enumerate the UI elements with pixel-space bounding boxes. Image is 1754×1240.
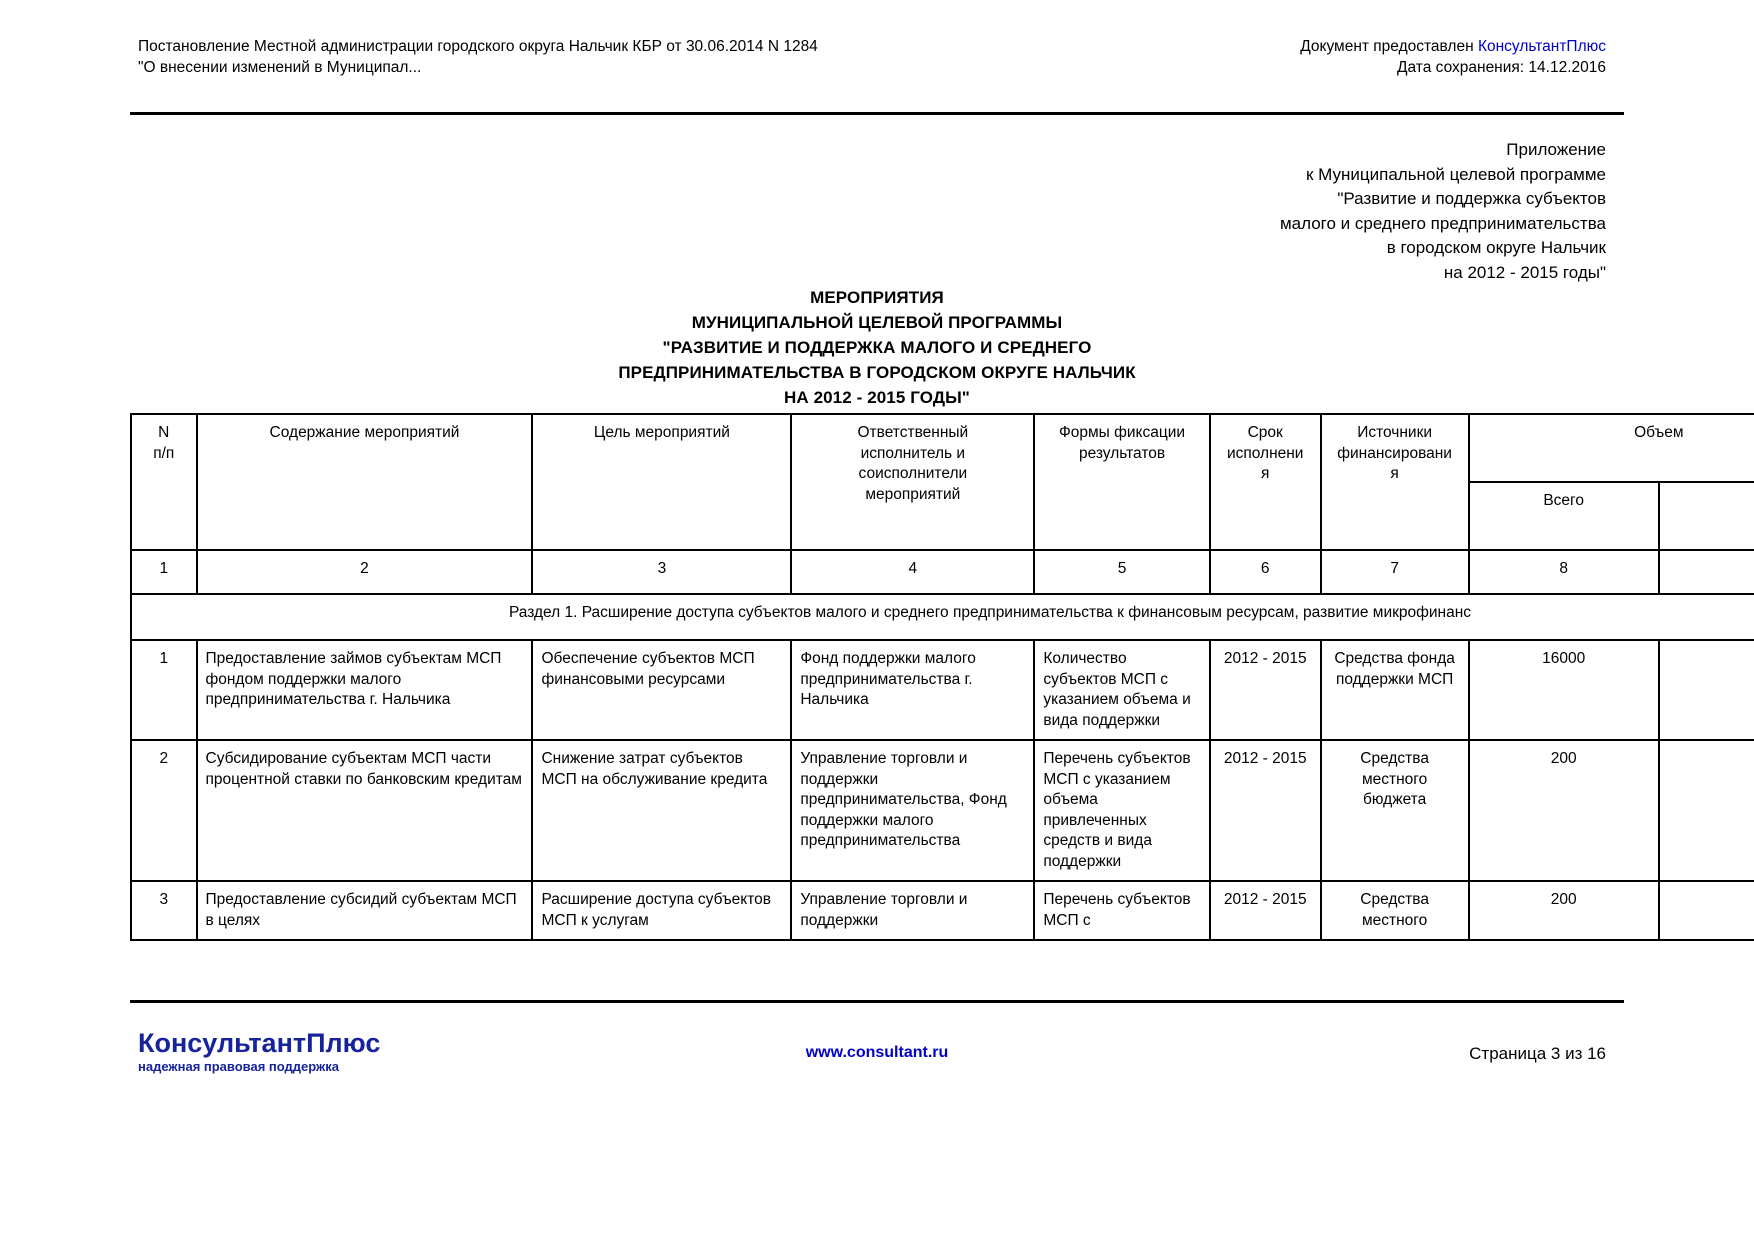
consultant-url-link[interactable]: www.consultant.ru (805, 1044, 949, 1061)
col-header-number-l1: N (158, 424, 170, 441)
table-row[interactable] (131, 881, 1754, 940)
col-header-number (131, 414, 197, 550)
logo-tagline: надежная правовая поддержка (138, 1059, 339, 1074)
appendix-line-4: в городском округе Нальчик (1386, 238, 1606, 257)
colnum-5: 5 (1034, 550, 1209, 594)
row-content: Предоставление субсидий субъектам МСП в целях (197, 881, 533, 940)
col-header-responsible-l2: исполнитель и (860, 444, 966, 462)
row-forms: Количество субъектов МСП с указанием объема и вида поддержки (1034, 640, 1209, 740)
colnum-4: 4 (791, 550, 1034, 594)
row-goal: Расширение доступа субъектов МСП к услугам (532, 881, 791, 940)
title-line-0: МЕРОПРИЯТИЯ (810, 288, 944, 307)
row-responsible: Фонд поддержки малого предпринимательства г. Нальчика (791, 640, 1034, 740)
col-header-forms-l2: результатов (1078, 444, 1166, 462)
row-forms: Перечень субъектов МСП с (1034, 881, 1209, 940)
row-source: Средства фонда поддержки МСП (1321, 640, 1469, 740)
col-header-source-l1: Источники (1357, 424, 1433, 441)
table-section-row (131, 594, 1754, 640)
table-header-row (131, 414, 1754, 482)
measures-table (130, 413, 1754, 941)
row-forms: Перечень субъектов МСП с указанием объема привлеченных средств и вида поддержки (1034, 740, 1209, 881)
table-column-number-row (131, 550, 1754, 594)
col-header-source-l2: финансировани (1337, 444, 1452, 462)
row-total: 200 (1469, 881, 1659, 940)
col-header-number-l2: п/п (153, 444, 175, 462)
page-footer (0, 1020, 1754, 1100)
table-head (131, 414, 1754, 594)
page-title (0, 285, 1754, 410)
colnum-7: 7 (1321, 550, 1469, 594)
document-reference-line2: "О внесении изменений в Муниципал... (138, 59, 422, 76)
col-header-term-l1: Срок (1247, 424, 1283, 441)
save-date: Дата сохранения: 14.12.2016 (1397, 59, 1606, 76)
row-extra (1659, 640, 1754, 740)
provider-line (906, 36, 1606, 57)
col-header-content: Содержание мероприятий (197, 414, 533, 550)
document-reference (138, 36, 998, 78)
page-number: Страница 3 из 16 (1469, 1044, 1606, 1063)
table-body (131, 594, 1754, 940)
row-content: Предоставление займов субъектам МСП фондом поддержки малого предпринимательства г. Нальчика (197, 640, 533, 740)
colnum-6: 6 (1210, 550, 1321, 594)
row-number: 3 (131, 881, 197, 940)
title-line-3: ПРЕДПРИНИМАТЕЛЬСТВА В ГОРОДСКОМ ОКРУГЕ НАЛЬЧИК (618, 363, 1136, 382)
appendix-line-5: на 2012 - 2015 годы" (1443, 262, 1606, 282)
col-header-volume-extra (1659, 482, 1754, 550)
row-responsible: Управление торговли и поддержки предпринимательства, Фонд поддержки малого предпринимательства (791, 740, 1034, 881)
col-header-responsible-l3: соисполнители (858, 465, 968, 482)
col-header-volume: Объем (1469, 414, 1754, 482)
logo-text: КонсультантПлюс (138, 1028, 381, 1058)
col-header-source-l3: я (1390, 465, 1399, 482)
row-goal: Снижение затрат субъектов МСП на обслуживание кредита (532, 740, 791, 881)
row-total: 200 (1469, 740, 1659, 881)
col-header-responsible-l4: мероприятий (865, 485, 961, 503)
appendix-line-0: Приложение (1506, 140, 1606, 159)
col-header-forms-l1: Формы фиксации (1059, 424, 1186, 441)
title-line-4: НА 2012 - 2015 ГОДЫ" (784, 388, 970, 407)
row-term: 2012 - 2015 (1210, 640, 1321, 740)
colnum-1: 1 (131, 550, 197, 594)
colnum-8: 8 (1469, 550, 1659, 594)
col-header-total: Всего (1469, 482, 1659, 550)
footer-divider (130, 1000, 1624, 1003)
header-divider (130, 112, 1624, 115)
appendix-block (846, 138, 1606, 285)
row-source: Средства местного бюджета (1321, 740, 1469, 881)
row-content: Субсидирование субъектам МСП части процентной ставки по банковским кредитам (197, 740, 533, 881)
title-line-1: МУНИЦИПАЛЬНОЙ ЦЕЛЕВОЙ ПРОГРАММЫ (691, 313, 1063, 332)
appendix-line-2: "Развитие и поддержка субъектов (1337, 189, 1606, 208)
page-header (0, 36, 1754, 92)
title-line-2: "РАЗВИТИЕ И ПОДДЕРЖКА МАЛОГО И СРЕДНЕГО (662, 338, 1092, 357)
appendix-line-3: малого и среднего предпринимательства (1279, 213, 1606, 233)
row-term: 2012 - 2015 (1210, 740, 1321, 881)
row-goal: Обеспечение субъектов МСП финансовыми ресурсами (532, 640, 791, 740)
row-number: 1 (131, 640, 197, 740)
colnum-9 (1659, 550, 1754, 594)
table-row[interactable] (131, 740, 1754, 881)
col-header-term-l3: я (1261, 465, 1270, 482)
row-extra (1659, 740, 1754, 881)
colnum-3: 3 (532, 550, 791, 594)
col-header-goal: Цель мероприятий (532, 414, 791, 550)
row-total: 16000 (1469, 640, 1659, 740)
consultant-plus-link[interactable]: КонсультантПлюс (1477, 38, 1606, 55)
col-header-source (1321, 414, 1469, 550)
document-reference-line1: Постановление Местной администрации городского округа Нальчик КБР от 30.06.2014 N 1284 (138, 38, 818, 55)
colnum-2: 2 (197, 550, 533, 594)
table-row[interactable] (131, 640, 1754, 740)
row-responsible: Управление торговли и поддержки (791, 881, 1034, 940)
row-term: 2012 - 2015 (1210, 881, 1321, 940)
measures-table-wrapper (130, 413, 1754, 989)
col-header-responsible-l1: Ответственный (857, 424, 969, 441)
col-header-term (1210, 414, 1321, 550)
provider-prefix: Документ предоставлен (1300, 38, 1478, 55)
section-title: Раздел 1. Расширение доступа субъектов малого и среднего предпринимательства к финансовым ресурсам, развитие микрофинанс (131, 594, 1754, 640)
col-header-forms (1034, 414, 1209, 550)
row-extra (1659, 881, 1754, 940)
provider-info (906, 36, 1606, 78)
row-source: Средства местного (1321, 881, 1469, 940)
col-header-responsible (791, 414, 1034, 550)
appendix-line-1: к Муниципальной целевой программе (1305, 164, 1606, 184)
row-number: 2 (131, 740, 197, 881)
col-header-term-l2: исполнени (1226, 444, 1304, 462)
